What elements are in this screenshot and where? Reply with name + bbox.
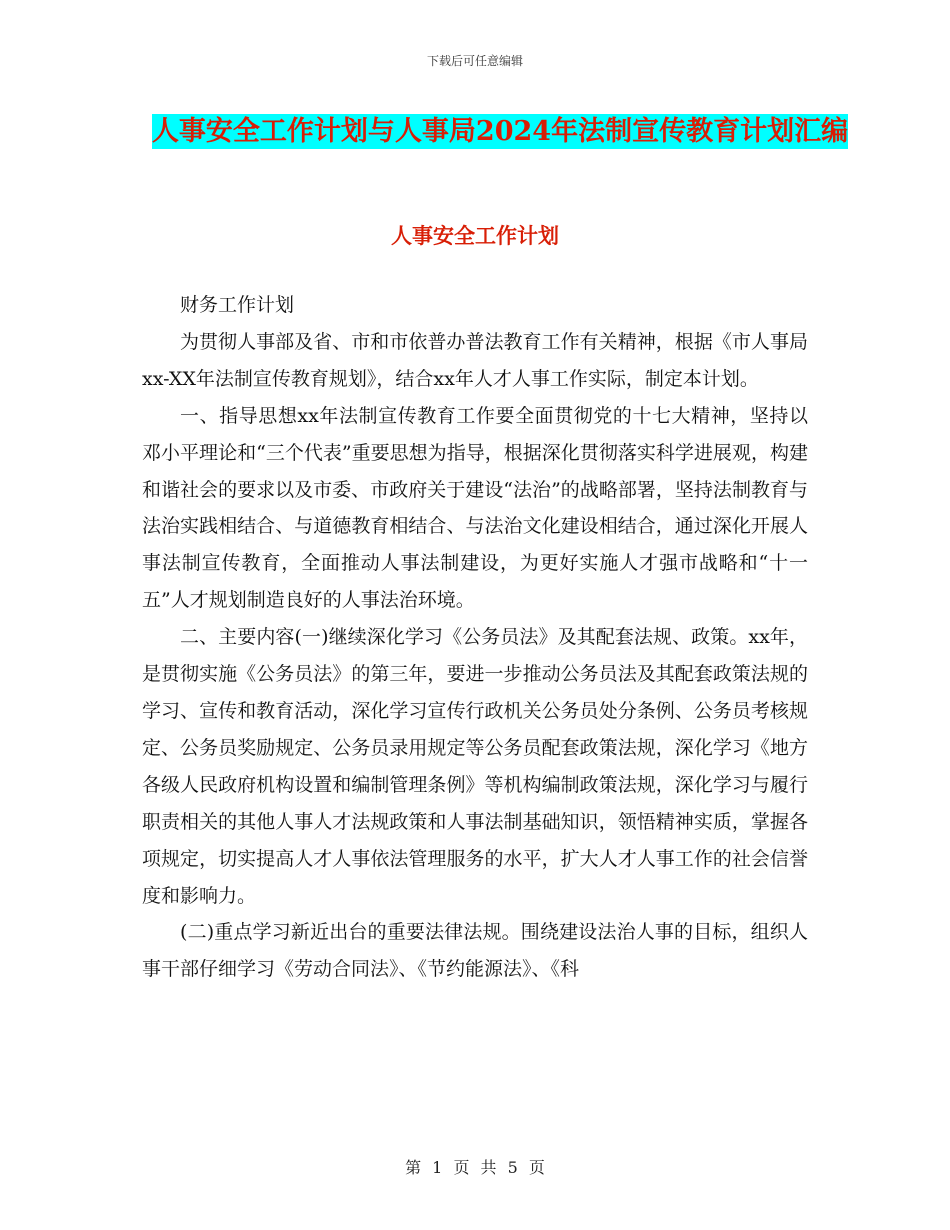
paragraph-1: 财务工作计划 — [180, 294, 295, 316]
paragraph-4: 二、主要内容(一)继续深化学习《公务员法》及其配套法规、政策。xx年，是贯彻实施《公务员法》的第三年，要进一步推动公务员法及其配套政策法规的学习、宣传和教育活动，深化学习宣传行政机关公务员处分条例、公务员考核规定、公务员奖励规定、公务员录用规定等公务员配套政策法规，深化学习《地方各级人民政府机构设置和编制管理条例》等机构编制政策法规，深化学习与履行职责相关的其他人事人才法规政策和人事法制基础知识，领悟精神实质，掌握各项规定，切实提高人才人事依法管理服务的水平，扩大人才人事工作的社会信誉度和影响力。 — [142, 626, 808, 907]
paragraph-5: (二)重点学习新近出台的重要法律法规。围绕建设法治人事的目标，组织人事干部仔细学习《劳动合同法》、《节约能源法》、《科 — [142, 921, 808, 981]
document-body — [142, 287, 808, 988]
page-number: 第 1 页 共 5 页 — [405, 1158, 545, 1177]
document-title-text: 人事安全工作计划与人事局2024年法制宣传教育计划汇编 — [151, 116, 849, 147]
page-header-note: 下载后可任意编辑 — [426, 54, 523, 68]
paragraph-3: 一、指导思想xx年法制宣传教育工作要全面贯彻党的十七大精神，坚持以邓小平理论和“三个代表”重要思想为指导，根据深化贯彻落实科学进展观，构建和谐社会的要求以及市委、市政府关于建设“法治”的战略部署，坚持法制教育与法治实践相结合、与道德教育相结合、与法治文化建设相结合，通过深化开展人事法制宣传教育，全面推动人事法制建设，为更好实施人才强市战略和“十一五”人才规划制造良好的人事法治环境。 — [142, 404, 808, 612]
section-title: 人事安全工作计划 — [391, 223, 559, 248]
paragraph-2: 为贯彻人事部及省、市和市依普办普法教育工作有关精神，根据《市人事局xx-XX年法制宣传教育规划》，结合xx年人才人事工作实际，制定本计划。 — [142, 330, 808, 390]
document-title — [140, 110, 860, 154]
